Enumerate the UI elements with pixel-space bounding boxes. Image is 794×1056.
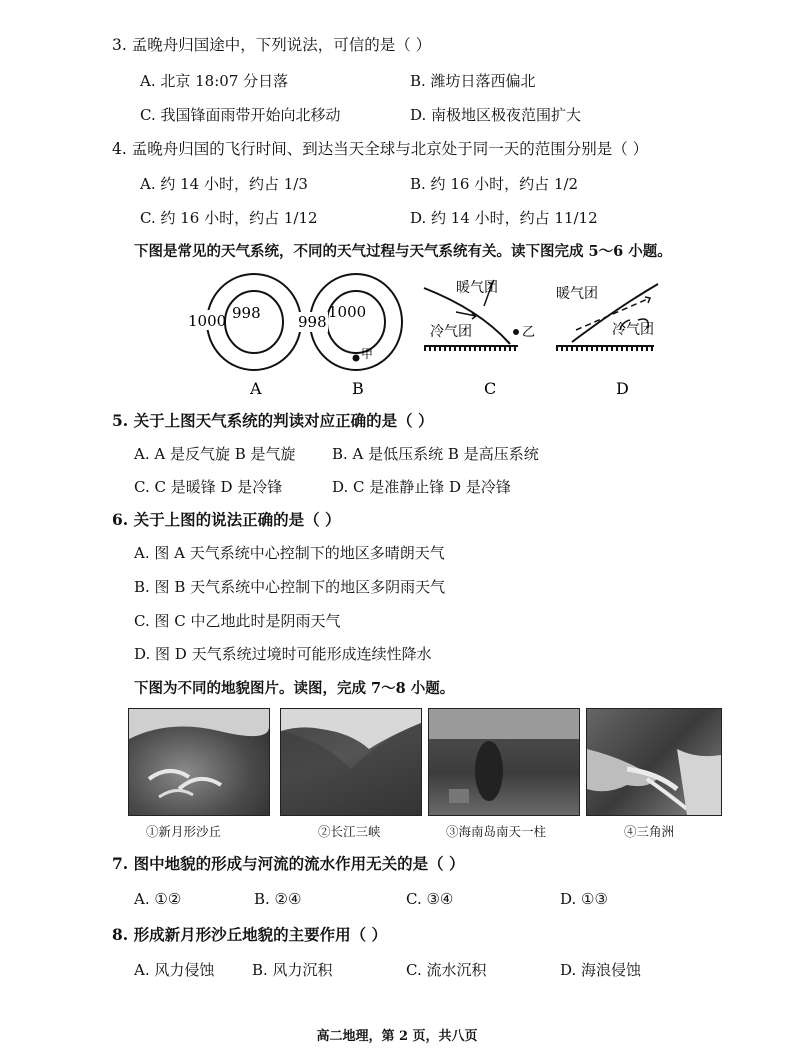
intro-q5-6: 下图是常见的天气系统，不同的天气过程与天气系统有关。读下图完成 5～6 小题。: [134, 243, 672, 260]
weather-system-a: [186, 274, 301, 398]
photo-caption-4: ④三角洲: [624, 824, 675, 839]
page-footer: 高二地理，第 2 页，共八页: [316, 1029, 478, 1044]
photo-caption-1: ①新月形沙丘: [146, 824, 222, 839]
photo-delta: [586, 708, 722, 816]
weather-system-d: [556, 284, 658, 398]
q3-option-a: A. 北京 18:07 分日落: [140, 72, 289, 90]
q4-stem: 4. 孟晚舟归国的飞行时间、到达当天全球与北京处于同一天的范围分别是（ ）: [112, 140, 649, 158]
q7-option-a: A. ①②: [134, 890, 182, 908]
q5-option-a: A. A 是反气旋 B 是气旋: [134, 445, 296, 463]
q5-option-b: B. A 是低压系统 B 是高压系统: [332, 445, 539, 463]
q4-option-b: B. 约 16 小时，约占 1/2: [410, 175, 579, 193]
photo-tianya-rock: [428, 708, 580, 816]
q4-option-a: A. 约 14 小时，约占 1/3: [140, 175, 308, 193]
cold-airmass-label-d: 冷气团: [612, 322, 654, 338]
weather-system-b: [298, 274, 402, 398]
figure-label-a: A: [250, 379, 262, 398]
isobar-label-b-outer: 998: [298, 313, 327, 331]
cold-airmass-label-c: 冷气团: [430, 324, 472, 340]
q3-stem: 3. 孟晚舟归国途中，下列说法，可信的是（ ）: [112, 36, 432, 54]
q6-option-d: D. 图 D 天气系统过境时可能形成连续性降水: [134, 645, 432, 663]
weather-systems-figure: [180, 270, 660, 400]
photo-three-gorges: [280, 708, 422, 816]
point-yi: 乙: [522, 325, 536, 340]
q3-option-d: D. 南极地区极夜范围扩大: [410, 106, 582, 124]
q4-option-d: D. 约 14 小时，约占 11/12: [410, 209, 598, 227]
q5-option-d: D. C 是准静止锋 D 是冷锋: [332, 478, 511, 496]
isobar-label-a-outer: 1000: [188, 312, 227, 330]
q7-option-c: C. ③④: [406, 890, 454, 908]
figure-label-d: D: [616, 379, 629, 398]
isobar-label-a-inner: 998: [232, 304, 261, 322]
q6-stem: 6. 关于上图的说法正确的是（ ）: [112, 510, 341, 529]
q8-option-c: C. 流水沉积: [406, 961, 487, 979]
q6-option-b: B. 图 B 天气系统中心控制下的地区多阴雨天气: [134, 578, 446, 596]
q8-option-a: A. 风力侵蚀: [134, 961, 215, 979]
warm-airmass-label-c: 暖气团: [456, 280, 498, 296]
q5-option-c: C. C 是暖锋 D 是冷锋: [134, 478, 283, 496]
q7-stem: 7. 图中地貌的形成与河流的流水作用无关的是（ ）: [112, 854, 465, 873]
q4-option-c: C. 约 16 小时，约占 1/12: [140, 209, 318, 227]
photo-caption-3: ③海南岛南天一柱: [446, 824, 547, 839]
isobar-label-b-inner: 1000: [328, 303, 367, 321]
q8-option-d: D. 海浪侵蚀: [560, 961, 642, 979]
q6-option-a: A. 图 A 天气系统中心控制下的地区多晴朗天气: [134, 544, 445, 562]
q7-option-b: B. ②④: [254, 890, 302, 908]
figure-label-b: B: [352, 379, 364, 398]
q5-stem: 5. 关于上图天气系统的判读对应正确的是（ ）: [112, 411, 434, 430]
photo-caption-2: ②长江三峡: [318, 824, 381, 839]
q3-option-c: C. 我国锋面雨带开始向北移动: [140, 106, 341, 124]
weather-system-c: [424, 280, 535, 398]
warm-airmass-label-d: 暖气团: [556, 286, 598, 302]
q8-stem: 8. 形成新月形沙丘地貌的主要作用（ ）: [112, 925, 387, 944]
q6-option-c: C. 图 C 中乙地此时是阴雨天气: [134, 612, 341, 630]
figure-label-c: C: [484, 379, 497, 398]
intro-q7-8: 下图为不同的地貌图片。读图，完成 7～8 小题。: [134, 680, 455, 697]
q3-option-b: B. 潍坊日落西偏北: [410, 72, 536, 90]
q7-option-d: D. ①③: [560, 890, 608, 908]
point-jia: 甲: [361, 347, 374, 361]
photo-crescent-dune: [128, 708, 270, 816]
q8-option-b: B. 风力沉积: [252, 961, 333, 979]
